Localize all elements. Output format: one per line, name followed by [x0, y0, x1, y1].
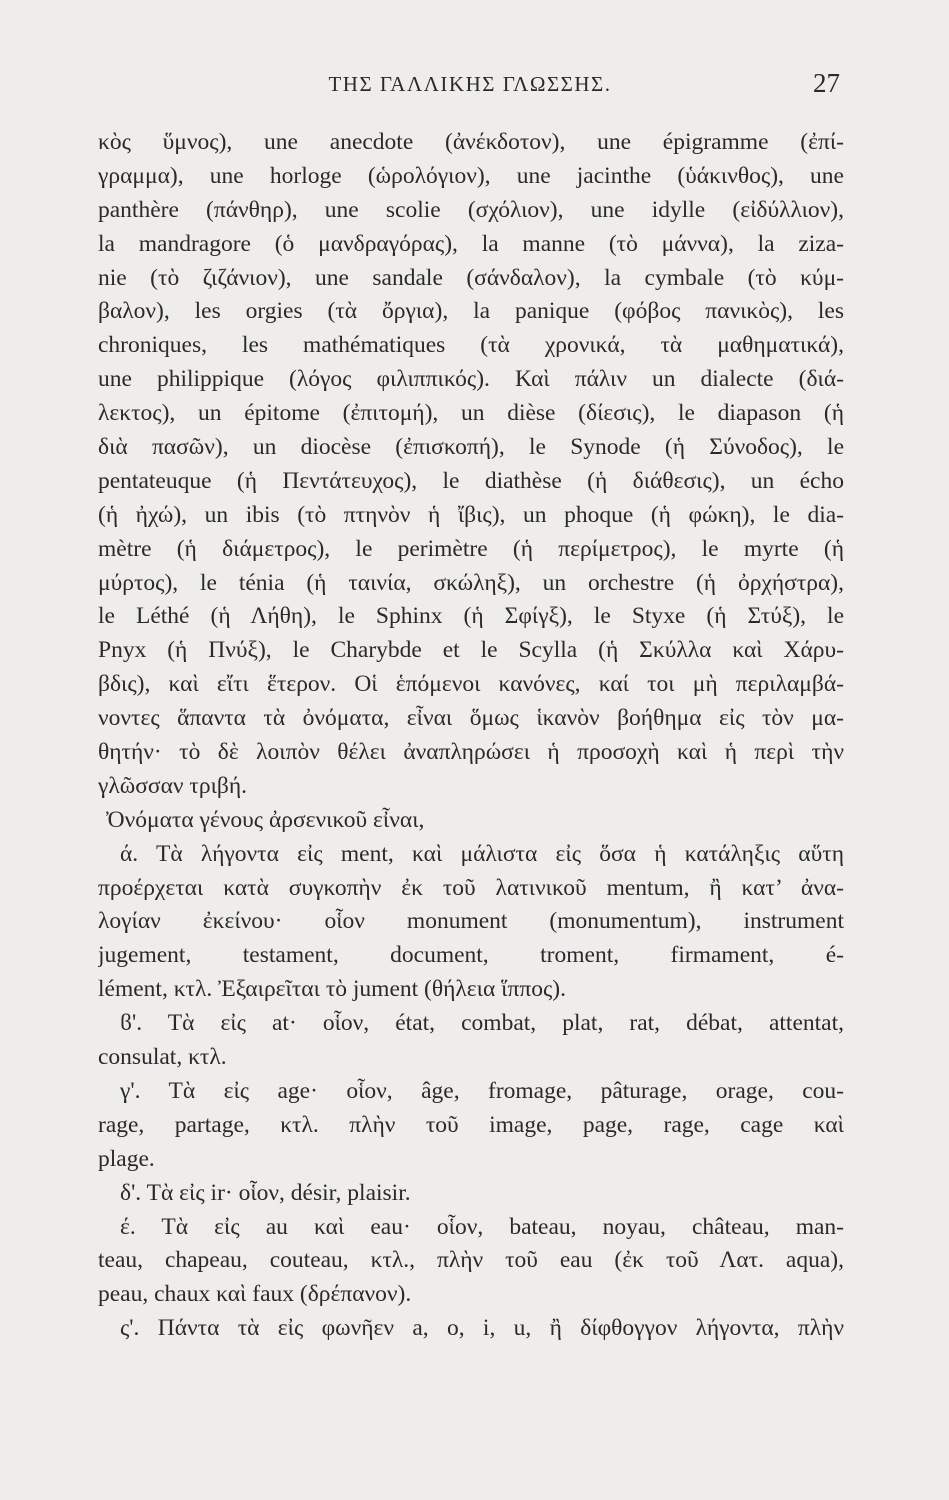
text-line: lément, κτλ. Ἐξαιρεῖται τὸ jument (θήλεια ἵππος). — [98, 976, 566, 1003]
text-line: nie (τὸ ζιζάνιον), une sandale (σάνδαλον), la cymbale (τὸ κύμ- — [98, 264, 844, 291]
page-number: 27 — [813, 68, 840, 98]
text-line: λογίαν ἐκείνου· οἷον monument (monumentum), instrument — [98, 908, 844, 935]
text-line: (ἡ ἠχώ), un ibis (τὸ πτηνὸν ἡ ἴβις), un phoque (ἡ φώκη), le dia- — [98, 501, 844, 528]
text-line: une philippique (λόγος φιλιππικός). Καὶ πάλιν un dialecte (διά- — [98, 366, 844, 393]
text-line: mètre (ἡ διάμετρος), le perimètre (ἡ περίμετρος), le myrte (ἡ — [98, 535, 844, 562]
text-line: panthère (πάνθηρ), une scolie (σχόλιον), une idylle (εἰδύλλιον), — [98, 196, 844, 223]
text-line: le Léthé (ἡ Λήθη), le Sphinx (ἡ Σφίγξ), le Styxe (ἡ Στύξ), le — [98, 603, 844, 630]
text-line: Pnyx (ἡ Πνύξ), le Charybde et le Scylla (ἡ Σκύλλα καὶ Χάρυ- — [98, 637, 844, 664]
text-line: ά. Τὰ λήγοντα εἰς ment, καὶ μάλιστα εἰς ὅσα ἡ κατάληξις αὕτη — [120, 840, 844, 867]
text-line: έ. Τὰ εἰς au καὶ eau· οἷον, bateau, noyau, château, man- — [120, 1213, 844, 1240]
text-line: chroniques, les mathématiques (τὰ χρονικά, τὰ μαθηματικά), — [98, 332, 844, 359]
text-line: βαλον), les orgies (τὰ ὄργια), la panique (φόβος πανικὸς), les — [98, 298, 844, 325]
running-head — [100, 68, 840, 102]
text-line: teau, chapeau, couteau, κτλ., πλὴν τοῦ eau (ἐκ τοῦ Λατ. aqua), — [98, 1247, 844, 1274]
text-line: jugement, testament, document, troment, firmament, é- — [98, 942, 844, 969]
text-line: ϐ'. Τὰ εἰς at· οἷον, état, combat, plat, rat, débat, attentat, — [120, 1010, 844, 1037]
text-line: Ὀνόματα γένους ἀρσενικοῦ εἶναι, — [106, 806, 425, 833]
text-line: pentateuque (ἡ Πεντάτευχος), le diathèse (ἡ διάθεσις), un écho — [98, 467, 844, 494]
text-line: μύρτος), le ténia (ἡ ταινία, σκώληξ), un orchestre (ἡ ὀρχήστρα), — [98, 569, 844, 596]
text-line: δ'. Τὰ εἰς ir· οἷον, désir, plaisir. — [120, 1179, 411, 1206]
text-line: θητήν· τὸ δὲ λοιπὸν θέλει ἀναπληρώσει ἡ προσοχὴ καὶ ἡ περὶ τὴν — [98, 739, 844, 766]
text-line: γ'. Τὰ εἰς age· οἷον, âge, fromage, pâturage, orage, cou- — [120, 1077, 844, 1104]
text-line: νοντες ἅπαντα τὰ ὀνόματα, εἶναι ὅμως ἱκανὸν βοήθημα εἰς τὸν μα- — [98, 705, 844, 732]
running-title: ΤΗΣ ΓΑΛΛΙΚΗΣ ΓΛΩΣΣΗΣ. — [328, 72, 612, 96]
text-line: διὰ πασῶν), un diocèse (ἐπισκοπή), le Synode (ἡ Σύνοδος), le — [98, 434, 844, 461]
text-line: προέρχεται κατὰ συγκοπὴν ἐκ τοῦ λατινικοῦ mentum, ἢ κατ’ ἀνα- — [98, 874, 844, 901]
text-line: λεκτος), un épitome (ἐπιτομή), un dièse (δίεσις), le diapason (ἡ — [98, 400, 844, 427]
text-line: γραμμα), une horloge (ὡρολόγιον), une jacinthe (ὑάκινθος), une — [98, 162, 844, 189]
text-line: la mandragore (ὁ μανδραγόρας), la manne (τὸ μάννα), la ziza- — [98, 230, 844, 257]
text-line: γλῶσσαν τριβή. — [98, 772, 248, 799]
body-text — [98, 126, 844, 1346]
text-line: βδις), καὶ εἴτι ἕτερον. Οἱ ἑπόμενοι κανόνες, καί τοι μὴ περιλαμβά- — [98, 671, 844, 698]
text-line: rage, partage, κτλ. πλὴν τοῦ image, page, rage, cage καὶ — [98, 1111, 844, 1138]
text-line: κὸς ὕμνος), une anecdote (ἀνέκδοτον), une épigramme (ἐπί- — [98, 129, 844, 155]
text-line: plage. — [98, 1145, 155, 1172]
text-line: consulat, κτλ. — [98, 1044, 227, 1071]
text-line: ς'. Πάντα τὰ εἰς φωνῆεν a, o, i, u, ἢ δίφθογγον λήγοντα, πλὴν — [120, 1315, 844, 1342]
text-line: peau, chaux καὶ faux (δρέπανον). — [98, 1281, 412, 1308]
